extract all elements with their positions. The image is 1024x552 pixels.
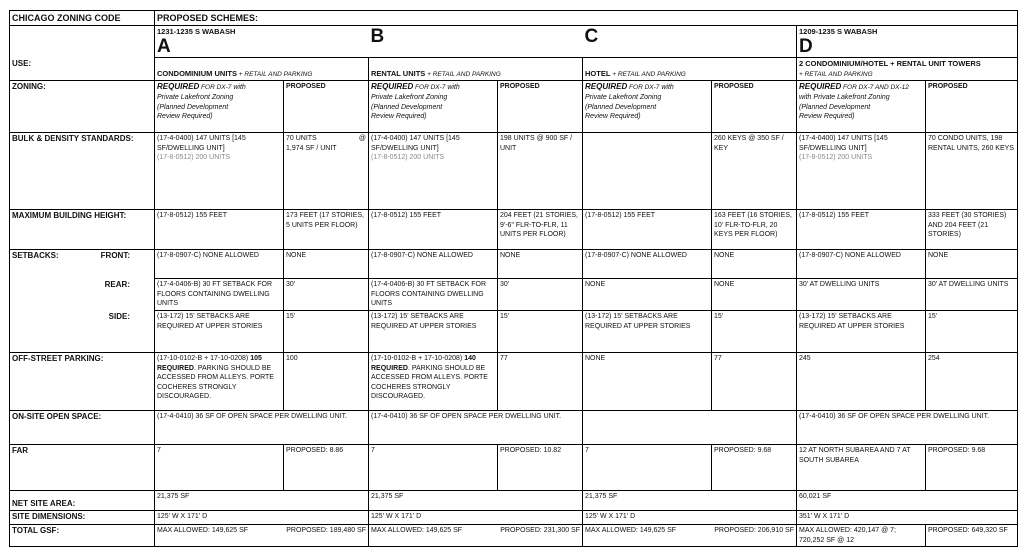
scheme-d-far-required: 12 AT NORTH SUBAREA AND 7 AT SOUTH SUBAREA (797, 445, 926, 491)
scheme-a-address: 1231-1235 S WABASH (157, 27, 236, 37)
scheme-b-bulk-proposed: 198 UNITS @ 900 SF / UNIT (498, 133, 583, 210)
gsf-proposed: PROPOSED: 189,480 SF (286, 527, 366, 535)
gsf-max: MAX ALLOWED: 149,625 SF (585, 527, 677, 535)
bulk-code-max: (17-8-0512) 200 UNITS (799, 154, 873, 162)
required-heading: REQUIRED (799, 82, 842, 92)
scheme-c-rear-proposed: NONE (712, 279, 797, 311)
scheme-c-netsite: 21,375 SF (583, 491, 797, 511)
scheme-b-far-proposed: PROPOSED: 10.82 (498, 445, 583, 491)
scheme-a-use (155, 58, 369, 81)
scheme-a-far-required: 7 (155, 445, 284, 491)
bulk-unit-size: 1,974 SF / UNIT (286, 144, 337, 152)
parking-required-count: 105 REQUIRED (157, 355, 262, 372)
openspace-label: ON-SITE OPEN SPACE: (10, 411, 155, 445)
front-label: FRONT: (100, 251, 130, 261)
scheme-a-use-main: CONDOMINIUM UNITS (157, 68, 237, 78)
setback-side-row (10, 311, 1018, 353)
scheme-a-side-required: (13-172) 15' SETBACKS ARE REQUIRED AT UPPER STORIES (155, 311, 284, 353)
with-text: with (799, 94, 812, 102)
far-label: FAR (10, 445, 155, 491)
lakefront-text: Private Lakefront Zoning (813, 94, 890, 102)
scheme-c-use-main: HOTEL (585, 68, 611, 78)
scheme-a-netsite: 21,375 SF (155, 491, 369, 511)
gsf-label: TOTAL GSF: (10, 525, 155, 547)
side-label: SIDE: (108, 311, 130, 321)
zoning-label: ZONING: (10, 81, 155, 133)
scheme-d-bulk-proposed: 70 CONDO UNITS, 198 RENTAL UNITS, 260 KEYS (926, 133, 1018, 210)
setback-front-row (10, 250, 1018, 279)
scheme-b-zoning-required (369, 81, 498, 133)
scheme-a-side-proposed: 15' (284, 311, 369, 353)
scheme-a-openspace: (17-4-0410) 36 SF OF OPEN SPACE PER DWELLING UNIT. (155, 411, 369, 445)
scheme-c-bulk-required (583, 133, 712, 210)
setbacks-label: SETBACKS: (12, 251, 59, 261)
with-text: with (231, 84, 246, 92)
scheme-d-netsite: 60,021 SF (797, 491, 1018, 511)
scheme-c-front-required: (17-8-0907-C) NONE ALLOWED (583, 250, 712, 279)
pd-text: (Planned Development (157, 103, 229, 111)
dimensions-row (10, 511, 1018, 525)
scheme-d-height-proposed: 333 FEET (30 STORIES) AND 204 FEET (21 STORIES) (926, 210, 1018, 250)
scheme-b-netsite: 21,375 SF (369, 491, 583, 511)
scheme-c-side-required: (13-172) 15' SETBACKS ARE REQUIRED AT UPPER STORIES (583, 311, 712, 353)
gsf-row (10, 525, 1018, 547)
scheme-d-parking-required: 245 (797, 353, 926, 411)
netsite-label: NET SITE AREA: (10, 491, 155, 511)
bulk-at: @ (358, 135, 366, 143)
lakefront-text: Private Lakefront Zoning (157, 94, 234, 102)
scheme-b-rear-required: (17-4-0406-B) 30 FT SETBACK FOR FLOORS CONTAINING DWELLING UNITS (369, 279, 498, 311)
scheme-d-front-proposed: NONE (926, 250, 1018, 279)
scheme-d-bulk-required (797, 133, 926, 210)
scheme-a-height-required: (17-8-0512) 155 FEET (155, 210, 284, 250)
title-row (10, 11, 1018, 26)
district-note: FOR DX-7 (199, 84, 232, 92)
scheme-d-dimensions: 351' W X 171' D (797, 511, 1018, 525)
scheme-c-parking-required: NONE (583, 353, 712, 411)
parking-code: (17-10-0102-B + 17-10-0208) (157, 355, 251, 363)
scheme-d-use-main: 2 CONDOMINIUM/HOTEL + RENTAL UNIT TOWERS (799, 59, 981, 69)
scheme-a-gsf (155, 525, 369, 547)
scheme-a-zoning-required (155, 81, 284, 133)
scheme-d-address: 1209-1235 S WABASH (799, 27, 878, 37)
parking-label: OFF-STREET PARKING: (10, 353, 155, 411)
gsf-max: MAX ALLOWED: 149,625 SF (371, 527, 463, 535)
scheme-d-use-sub: + RETAIL AND PARKING (799, 70, 873, 78)
openspace-row (10, 411, 1018, 445)
scheme-b-side-proposed: 15' (498, 311, 583, 353)
scheme-a-header (155, 26, 369, 58)
scheme-d-far-proposed: PROPOSED: 9.68 (926, 445, 1018, 491)
pd-text: (Planned Development (799, 103, 871, 111)
scheme-c-letter: C (584, 26, 599, 48)
bulk-code-units: (17-4-0400) 147 UNITS [145 SF/DWELLING UNIT] (371, 135, 460, 152)
gsf-proposed: PROPOSED: 231,300 SF (500, 527, 580, 535)
scheme-a-rear-required: (17-4-0406-B) 30 FT SETBACK FOR FLOORS CONTAINING DWELLING UNITS (155, 279, 284, 311)
scheme-b-height-required: (17-8-0512) 155 FEET (369, 210, 498, 250)
scheme-b-front-proposed: NONE (498, 250, 583, 279)
required-heading: REQUIRED (371, 82, 414, 92)
with-text: with (445, 84, 460, 92)
scheme-c-dimensions: 125' W X 171' D (583, 511, 797, 525)
scheme-a-front-required: (17-8-0907-C) NONE ALLOWED (155, 250, 284, 279)
scheme-c-far-proposed: PROPOSED: 9.68 (712, 445, 797, 491)
bulk-row (10, 133, 1018, 210)
parking-row (10, 353, 1018, 411)
parking-required-count: 140 REQUIRED (371, 355, 476, 372)
parking-code: (17-10-0102-B + 17-10-0208) (371, 355, 465, 363)
scheme-d-side-proposed: 15' (926, 311, 1018, 353)
district-note: FOR DX-7 AND DX-12 (841, 84, 909, 92)
rear-label-cell (10, 279, 155, 311)
required-heading: REQUIRED (585, 82, 628, 92)
lakefront-text: Private Lakefront Zoning (585, 94, 662, 102)
setbacks-label-cell (10, 250, 155, 279)
review-text: Review Required) (371, 113, 427, 121)
bulk-label: BULK & DENSITY STANDARDS: (10, 133, 155, 210)
scheme-b-bulk-required (369, 133, 498, 210)
bulk-code-max: (17-8-0512) 200 UNITS (157, 154, 231, 162)
scheme-d-rear-required: 30' AT DWELLING UNITS (797, 279, 926, 311)
scheme-a-bulk-proposed (284, 133, 369, 210)
scheme-c-parking-proposed: 77 (712, 353, 797, 411)
scheme-b-parking-required (369, 353, 498, 411)
parking-note: . PARKING SHOULD BE ACCESSED FROM ALLEYS. PORTE COCHERES STRONGLY DISCOURAGED. (371, 364, 488, 401)
scheme-b-front-required: (17-8-0907-C) NONE ALLOWED (369, 250, 498, 279)
scheme-a-use-sub: + RETAIL AND PARKING (237, 70, 313, 78)
scheme-d-gsf-max: MAX ALLOWED: 420,147 @ 7; 720,252 SF @ 12 (797, 525, 926, 547)
scheme-c-zoning-proposed: PROPOSED (712, 81, 797, 133)
with-text: with (659, 84, 674, 92)
scheme-b-zoning-proposed: PROPOSED (498, 81, 583, 133)
scheme-a-bulk-required (155, 133, 284, 210)
scheme-b-use (369, 58, 583, 81)
blank-header-cell (10, 26, 155, 58)
bulk-units: 70 UNITS (286, 135, 317, 143)
height-label: MAXIMUM BUILDING HEIGHT: (10, 210, 155, 250)
scheme-d-zoning-required (797, 81, 926, 133)
scheme-c-header (583, 26, 797, 58)
scheme-c-use-sub: + RETAIL AND PARKING (610, 70, 686, 78)
scheme-c-rear-required: NONE (583, 279, 712, 311)
scheme-a-height-proposed: 173 FEET (17 STORIES, 5 UNITS PER FLOOR) (284, 210, 369, 250)
pd-text: (Planned Development (585, 103, 657, 111)
scheme-a-rear-proposed: 30' (284, 279, 369, 311)
scheme-c-zoning-required (583, 81, 712, 133)
scheme-d-gsf-proposed: PROPOSED: 649,320 SF (926, 525, 1018, 547)
bulk-code-units: (17-4-0400) 147 UNITS [145 SF/DWELLING UNIT] (799, 135, 888, 152)
scheme-c-bulk-proposed: 260 KEYS @ 350 SF / KEY (712, 133, 797, 210)
scheme-d-rear-proposed: 30' AT DWELLING UNITS (926, 279, 1018, 311)
review-text: Review Required) (799, 113, 855, 121)
netsite-row (10, 491, 1018, 511)
district-note: FOR DX-7 (627, 84, 660, 92)
pd-text: (Planned Development (371, 103, 443, 111)
far-row (10, 445, 1018, 491)
scheme-c-front-proposed: NONE (712, 250, 797, 279)
scheme-a-dimensions: 125' W X 171' D (155, 511, 369, 525)
scheme-c-openspace (583, 411, 797, 445)
dimensions-label: SITE DIMENSIONS: (10, 511, 155, 525)
scheme-b-side-required: (13-172) 15' SETBACKS ARE REQUIRED AT UPPER STORIES (369, 311, 498, 353)
lakefront-text: Private Lakefront Zoning (371, 94, 448, 102)
scheme-c-gsf (583, 525, 797, 547)
rear-label: REAR: (104, 279, 130, 289)
review-text: Review Required) (157, 113, 213, 121)
use-row (10, 58, 1018, 81)
district-note: FOR DX-7 (413, 84, 446, 92)
scheme-d-zoning-proposed: PROPOSED (926, 81, 1018, 133)
scheme-header-row (10, 26, 1018, 58)
scheme-c-far-required: 7 (583, 445, 712, 491)
scheme-d-parking-proposed: 254 (926, 353, 1018, 411)
scheme-b-parking-proposed: 77 (498, 353, 583, 411)
scheme-b-rear-proposed: 30' (498, 279, 583, 311)
scheme-b-far-required: 7 (369, 445, 498, 491)
height-row (10, 210, 1018, 250)
scheme-a-zoning-proposed: PROPOSED (284, 81, 369, 133)
required-heading: REQUIRED (157, 82, 200, 92)
scheme-a-letter: A (157, 36, 171, 58)
setback-rear-row (10, 279, 1018, 311)
scheme-a-far-proposed: PROPOSED: 8.86 (284, 445, 369, 491)
side-label-cell (10, 311, 155, 353)
code-title: CHICAGO ZONING CODE (10, 11, 155, 26)
scheme-d-side-required: (13-172) 15' SETBACKS ARE REQUIRED AT UPPER STORIES (797, 311, 926, 353)
scheme-b-openspace: (17-4-0410) 36 SF OF OPEN SPACE PER DWELLING UNIT. (369, 411, 583, 445)
scheme-c-side-proposed: 15' (712, 311, 797, 353)
scheme-d-height-required: (17-8-0512) 155 FEET (797, 210, 926, 250)
schemes-title: PROPOSED SCHEMES: (155, 11, 1018, 26)
zoning-row (10, 81, 1018, 133)
scheme-a-parking-proposed: 100 (284, 353, 369, 411)
scheme-b-letter: B (370, 26, 385, 48)
scheme-d-use (797, 58, 1018, 81)
gsf-max: MAX ALLOWED: 149,625 SF (157, 527, 249, 535)
scheme-b-dimensions: 125' W X 171' D (369, 511, 583, 525)
scheme-a-parking-required (155, 353, 284, 411)
scheme-c-height-proposed: 163 FEET (16 STORIES, 10' FLR-TO-FLR, 20 KEYS PER FLOOR) (712, 210, 797, 250)
scheme-b-use-sub: + RETAIL AND PARKING (425, 70, 501, 78)
scheme-d-front-required: (17-8-0907-C) NONE ALLOWED (797, 250, 926, 279)
scheme-b-use-main: RENTAL UNITS (371, 68, 426, 78)
bulk-code-max: (17-8-0512) 200 UNITS (371, 154, 445, 162)
scheme-b-header (369, 26, 583, 58)
scheme-d-letter: D (799, 36, 813, 58)
scheme-b-gsf (369, 525, 583, 547)
scheme-c-use (583, 58, 797, 81)
scheme-c-height-required: (17-8-0512) 155 FEET (583, 210, 712, 250)
bulk-code-units: (17-4-0400) 147 UNITS [145 SF/DWELLING UNIT] (157, 135, 246, 152)
scheme-a-front-proposed: NONE (284, 250, 369, 279)
gsf-proposed: PROPOSED: 206,910 SF (714, 527, 794, 535)
scheme-b-height-proposed: 204 FEET (21 STORIES, 9'-6" FLR-TO-FLR, 11 UNITS PER FLOOR) (498, 210, 583, 250)
scheme-d-openspace: (17-4-0410) 36 SF OF OPEN SPACE PER DWELLING UNIT. (797, 411, 1018, 445)
use-label: USE: (10, 58, 155, 81)
parking-note: . PARKING SHOULD BE ACCESSED FROM ALLEYS. PORTE COCHERES STRONGLY DISCOURAGED. (157, 364, 274, 401)
review-text: Review Required) (585, 113, 641, 121)
scheme-d-header (797, 26, 1018, 58)
zoning-comparison-table (9, 10, 1018, 547)
